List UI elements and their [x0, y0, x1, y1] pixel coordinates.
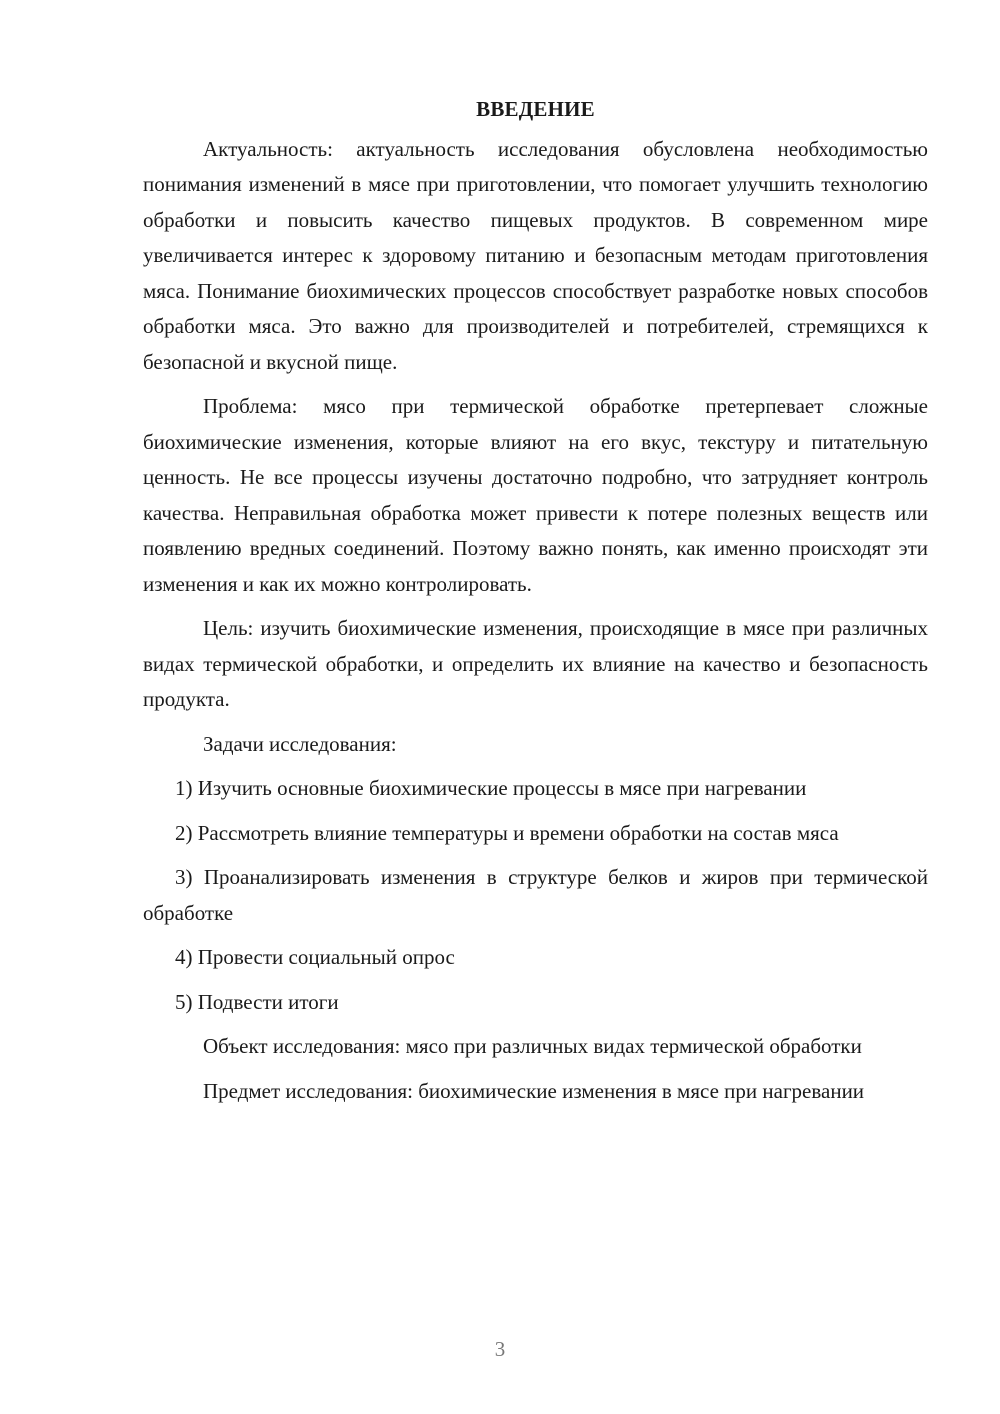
task-item: 1) Изучить основные биохимические процессы в мясе при нагревании [175, 776, 807, 800]
goal-paragraph: Цель: изучить биохимические изменения, происходящие в мясе при различных видах термической обработки, и определить их влияние на качество и безопасность продукта. [143, 616, 928, 711]
task-item: 3) Проанализировать изменения в структуре белков и жиров при термической обработке [143, 865, 928, 925]
task-item: 2) Рассмотреть влияние температуры и времени обработки на состав мяса [175, 820, 839, 845]
research-subject-paragraph: Предмет исследования: биохимические изменения в мясе при нагревании [203, 1078, 865, 1103]
section-title: ВВЕДЕНИЕ [476, 97, 595, 121]
research-object-paragraph: Объект исследования: мясо при различных видах термической обработки [203, 1034, 862, 1058]
task-item: 4) Провести социальный опрос [175, 945, 455, 969]
relevance-paragraph: Актуальность: актуальность исследования обусловлена необходимостью понимания изменений в мясе при приготовлении, что помогает улучшить технологию обработки и повысить качество пищевых продуктов. В современном мире увеличивается интерес к здоровому питанию и безопасным методам приготовления мяса. Понимание биохимических процессов способствует разработке новых способов обработки мяса. Это важно для производителей и потребителей, стремящихся к безопасной и вкусной пище. [143, 136, 928, 374]
tasks-heading: Задачи исследования: [203, 731, 397, 756]
page-content [143, 92, 928, 1118]
page-number: 3 [494, 1337, 506, 1361]
problem-paragraph: Проблема: мясо при термической обработке претерпевает сложные биохимические изменения, которые влияют на его вкус, текстуру и питательную ценность. Не все процессы изучены достаточно подробно, что затрудняет контроль качества. Неправильная обработка может привести к потере полезных веществ или появлению вредных соединений. Поэтому важно понять, как именно происходят эти изменения и как их можно контролировать. [143, 394, 928, 596]
task-item: 5) Подвести итоги [175, 989, 339, 1014]
